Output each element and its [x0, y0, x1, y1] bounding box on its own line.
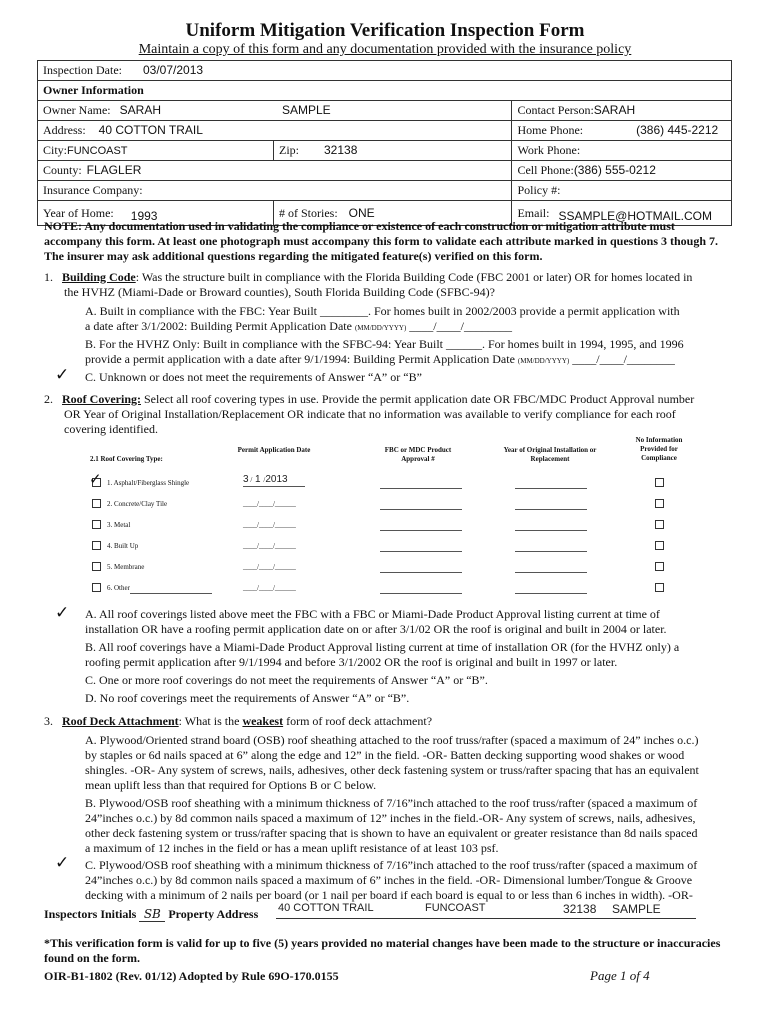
q1-option-a-line1[interactable]: A. Built in compliance with the FBC: Year Built ________. For homes built in 2002/2003 provide a permit application with	[85, 304, 680, 318]
col-permit-date: Permit Application Date	[237, 446, 311, 454]
property-address-line	[276, 918, 696, 919]
policy-label: Policy #:	[517, 183, 561, 197]
home-phone-value[interactable]: (386) 445-2212	[636, 123, 719, 137]
q1-option-c[interactable]: C. Unknown or does not meet the requirements of Answer “A” or “B”	[85, 370, 422, 384]
check-mark-icon[interactable]: ✓	[55, 853, 70, 873]
q1-option-a-line2	[85, 319, 512, 336]
q2-option-d[interactable]: D. No roof coverings meet the requirements of Answer “A” or “B”.	[85, 691, 410, 705]
checkbox-icon[interactable]	[655, 562, 664, 571]
property-street[interactable]: 40 COTTON TRAIL	[278, 902, 374, 914]
q3-pre: : What is the	[178, 714, 243, 728]
inspection-date-label: Inspection Date:	[43, 63, 122, 77]
city-cell	[38, 141, 274, 161]
checkbox-icon[interactable]	[92, 583, 101, 592]
q3-a-line: mean uplift less than that required for Options B or C below.	[85, 778, 377, 792]
zip-value[interactable]: 32138	[324, 143, 358, 157]
q3-c-line: decking with a minimum of 2 nails per board (or 1 nail per board if each board is equal to or less than 6 inches in width). -OR-	[85, 888, 693, 902]
inspector-initials-row	[44, 907, 258, 922]
q3-b-line: a maximum of 12 inches in the field or has a mean uplift resistance of at least 103 psf.	[85, 841, 499, 855]
contact-person-label: Contact Person:	[517, 103, 594, 117]
q1-b2-small: (MM/DD/YYYY)	[517, 357, 570, 365]
fbc-approval-field[interactable]	[380, 521, 462, 531]
checkbox-icon[interactable]	[92, 541, 101, 550]
q2-option-a-line2: installation OR have a roofing permit application date on or after 3/1/02 OR the roof is original and built in 2004 or later.	[85, 622, 667, 636]
q2-option-a-line1[interactable]: A. All roof coverings listed above meet the FBC with a FBC or Miami-Dade Product Approval listing current at time of	[85, 607, 660, 621]
contact-person-cell	[512, 101, 732, 121]
city-value[interactable]: FUNCOAST	[67, 145, 128, 157]
q3-a-line: shingles. -OR- Any system of screws, nails, adhesives, other deck fastening system or truss/rafter spacing that has an equivalent	[85, 763, 699, 777]
q1-option-b-line2	[85, 352, 675, 369]
checkbox-icon[interactable]	[655, 541, 664, 550]
q1-a2-main: a date after 3/1/2002: Building Permit Application Date	[85, 319, 355, 333]
q1-text1: : Was the structure built in compliance with the Florida Building Code (FBC 2001 or later) OR for homes located in	[135, 270, 693, 284]
q1-a2-end[interactable]: ____/____/________	[406, 319, 512, 333]
email-label: Email:	[517, 205, 550, 220]
permit-date-underline	[243, 486, 305, 487]
q3-option-c[interactable]	[85, 858, 735, 903]
q3-c-line: 24”inches o.c.) by 8d common nails spaced a maximum of 6” inches in the field. -OR- Dimensional lumber/Tongue & Groove	[85, 873, 693, 887]
q2-option-b-line1[interactable]: B. All roof coverings have a Miami-Dade Product Approval listing current at time of installation OR (for the HVHZ only) a	[85, 640, 680, 654]
q1-option-b-line1[interactable]: B. For the HVHZ Only: Built in compliance with the SFBC-94: Year Built ______. For homes built in 1994, 1995, and 1996	[85, 337, 684, 351]
insurance-label: Insurance Company:	[43, 183, 143, 197]
fbc-approval-field[interactable]	[380, 479, 462, 489]
q2-text2: OR Year of Original Installation/Replacement OR indicate that no information was available to verify compliance for each roof	[64, 407, 676, 421]
q3-a-line: A. Plywood/Oriented strand board (OSB) roof sheathing attached to the roof truss/rafter (spaced a maximum of 24” inches o.c.)	[85, 733, 699, 747]
col-year-install: Year of Original Installation or Replacement	[503, 446, 597, 463]
q3-number: 3.	[44, 714, 53, 728]
roof-covering-type-label: 2. Concrete/Clay Tile	[107, 500, 168, 508]
city-label: City:	[43, 143, 68, 157]
work-phone-cell	[512, 141, 732, 161]
address-label: Address:	[43, 123, 86, 137]
q3-option-b[interactable]	[85, 796, 735, 856]
property-address-label: Property Address	[168, 907, 259, 921]
form-title: Uniform Mitigation Verification Inspection Form	[185, 20, 585, 41]
check-mark-icon[interactable]: ✓	[55, 365, 70, 385]
q1-text2: the HVHZ (Miami-Dade or Broward counties), South Florida Building Code (SFBC-94)?	[64, 285, 495, 299]
owner-name-label: Owner Name:	[43, 103, 111, 117]
home-phone-label: Home Phone:	[517, 123, 584, 137]
permit-year: 2013	[265, 474, 288, 485]
checkbox-icon[interactable]	[92, 499, 101, 508]
zip-cell	[274, 141, 512, 161]
checkbox-icon[interactable]	[655, 478, 664, 487]
contact-person-value[interactable]: SARAH	[593, 103, 636, 117]
q1-b2-end[interactable]: ____/____/________	[569, 352, 675, 366]
q3-b-line: 24”inches o.c.) by 8d common nails spaced a maximum of 12” inches in the field.-OR- Any system of screws, nails, adhesives,	[85, 811, 696, 825]
permit-date-field[interactable]: ____/____/______	[243, 500, 296, 508]
roof-covering-row	[0, 497, 770, 513]
owner-last-name[interactable]: SAMPLE	[281, 103, 331, 117]
form-id: OIR-B1-1802 (Rev. 01/12) Adopted by Rule 69O-170.0155	[44, 969, 339, 983]
property-zip[interactable]: 32138	[563, 902, 597, 916]
col-roof-type: 2.1 Roof Covering Type:	[90, 455, 163, 463]
check-mark-icon[interactable]: ✓	[89, 470, 102, 488]
validity-note: *This verification form is valid for up to five (5) years provided no material changes have been made to the structure or inaccuracies found on the form.	[44, 936, 721, 965]
fbc-approval-field[interactable]	[380, 500, 462, 510]
q3-option-a[interactable]	[85, 733, 735, 793]
property-city[interactable]: FUNCOAST	[425, 902, 486, 914]
col-no-info: No Information Provided for Compliance	[635, 436, 683, 462]
q3-header	[44, 714, 734, 729]
email-value[interactable]: SSAMPLE@HOTMAIL.COM	[558, 208, 713, 223]
q2-header	[44, 392, 734, 407]
cell-phone-cell	[512, 161, 732, 181]
cell-phone-label: Cell Phone:	[517, 163, 574, 177]
year-install-field[interactable]	[515, 521, 587, 531]
permit-date-field[interactable]: ____/____/______	[243, 563, 296, 571]
date-separator: /	[248, 476, 253, 484]
q3-b-line: other deck fastening system or truss/rafter spacing that is shown to have an equivalent or greater resistance than 8d nails spaced	[85, 826, 698, 840]
fbc-approval-field[interactable]	[380, 584, 462, 594]
year-value[interactable]: 1993	[130, 208, 158, 223]
checkbox-icon[interactable]	[92, 520, 101, 529]
roof-covering-type-label: 1. Asphalt/Fiberglass Shingle	[107, 479, 190, 487]
roof-covering-type-label: 4. Built Up	[107, 542, 139, 550]
policy-cell	[512, 181, 732, 201]
roof-covering-type-label: 5. Membrane	[107, 563, 145, 571]
q3-weakest: weakest	[242, 714, 284, 728]
year-install-field[interactable]	[515, 542, 587, 552]
owner-first-name[interactable]: SARAH	[119, 103, 161, 117]
owner-info-table	[37, 60, 732, 226]
owner-name-cell	[38, 101, 512, 121]
stories-label: # of Stories:	[279, 205, 338, 220]
roof-covering-row	[0, 518, 770, 534]
q2-option-b-line2: roofing permit application after 9/1/1994 and before 3/1/2002 OR the roof is original and built in 1997 or later.	[85, 655, 618, 669]
q1-heading: Building Code	[62, 270, 136, 284]
note-paragraph: NOTE: Any documentation used in validating the compliance or existence of each construction or mitigation attribute must accompany this form. At least one photograph must accompany this form to validate each attribute marked in questions 3 though 7. The insurer may ask additional questions regarding the mitigated feature(s) verified on this form.	[44, 219, 719, 263]
page-number: Page 1 of 4	[590, 968, 650, 983]
q2-text3: covering identified.	[64, 422, 158, 436]
home-phone-cell	[512, 121, 732, 141]
property-name[interactable]: SAMPLE	[612, 902, 661, 916]
year-label: Year of Home:	[43, 205, 114, 220]
col-fbc-approval: FBC or MDC Product Approval #	[384, 446, 452, 463]
permit-date-field[interactable]: ____/____/______	[243, 542, 296, 550]
roof-covering-row	[0, 470, 770, 492]
checkbox-icon[interactable]	[655, 499, 664, 508]
q2-option-c[interactable]: C. One or more roof coverings do not meet the requirements of Answer “A” or “B”.	[85, 673, 488, 687]
q3-heading: Roof Deck Attachment	[62, 714, 179, 728]
checkbox-icon[interactable]	[655, 520, 664, 529]
permit-day: 1	[252, 474, 264, 485]
checkbox-icon[interactable]	[655, 583, 664, 592]
other-type-blank[interactable]	[130, 584, 212, 594]
roof-covering-type-label: 3. Metal	[107, 521, 131, 529]
inspection-date-value[interactable]: 03/07/2013	[142, 63, 204, 77]
roof-covering-row	[0, 581, 770, 597]
check-mark-icon[interactable]: ✓	[55, 603, 70, 623]
cell-phone-value[interactable]: (386) 555-0212	[573, 163, 656, 177]
year-install-field[interactable]	[515, 563, 587, 573]
q3-a-line: by staples or 6d nails spaced at 6” along the edge and 12” in the field. -OR- Batten decking supporting wood shakes or wood	[85, 748, 685, 762]
address-value[interactable]: 40 COTTON TRAIL	[98, 123, 203, 137]
permit-date-field[interactable]	[243, 474, 288, 485]
year-install-field[interactable]	[515, 584, 587, 594]
q1-header	[44, 270, 734, 285]
q2-heading: Roof Covering:	[62, 392, 141, 406]
checkbox-icon[interactable]	[92, 562, 101, 571]
fbc-approval-field[interactable]	[380, 563, 462, 573]
date-separator: /	[263, 476, 266, 484]
q1-b2-main: provide a permit application with a date after 9/1/1994: Building Permit Application Date	[85, 352, 518, 366]
q1-number: 1.	[44, 270, 53, 284]
roof-covering-type-label: 6. Other	[107, 584, 130, 592]
permit-month: 3	[243, 474, 249, 485]
initials-label: Inspectors Initials	[44, 907, 137, 921]
q3-c-line: C. Plywood/OSB roof sheathing with a minimum thickness of 7/16”inch attached to the roof truss/rafter (spaced a maximum of	[85, 858, 698, 872]
permit-date-field[interactable]: ____/____/______	[243, 584, 296, 592]
insurance-cell	[38, 181, 512, 201]
county-cell	[38, 161, 512, 181]
form-subtitle: Maintain a copy of this form and any documentation provided with the insurance policy	[138, 42, 632, 57]
zip-label: Zip:	[279, 143, 299, 157]
owner-info-heading: Owner Information	[38, 81, 732, 101]
year-install-field[interactable]	[515, 479, 587, 489]
county-value[interactable]: FLAGLER	[86, 163, 142, 177]
q1-a2-small: (MM/DD/YYYY)	[354, 324, 407, 332]
q3-post: form of roof deck attachment?	[283, 714, 433, 728]
q2-number: 2.	[44, 392, 53, 406]
permit-date-field[interactable]: ____/____/______	[243, 521, 296, 529]
roof-covering-row	[0, 539, 770, 555]
address-cell	[38, 121, 512, 141]
q3-b-line: B. Plywood/OSB roof sheathing with a minimum thickness of 7/16”inch attached to the roof truss/rafter (spaced a maximum of	[85, 796, 698, 810]
fbc-approval-field[interactable]	[380, 542, 462, 552]
year-install-field[interactable]	[515, 500, 587, 510]
roof-covering-row	[0, 560, 770, 576]
q2-text1: Select all roof covering types in use. Provide the permit application date OR FBC/MDC Product Approval number	[140, 392, 695, 406]
stories-value[interactable]: ONE	[348, 205, 375, 220]
inspection-date-cell	[38, 61, 732, 81]
inspector-initials[interactable]: SB	[139, 907, 165, 922]
work-phone-label: Work Phone:	[517, 143, 581, 157]
county-label: County:	[43, 163, 82, 177]
